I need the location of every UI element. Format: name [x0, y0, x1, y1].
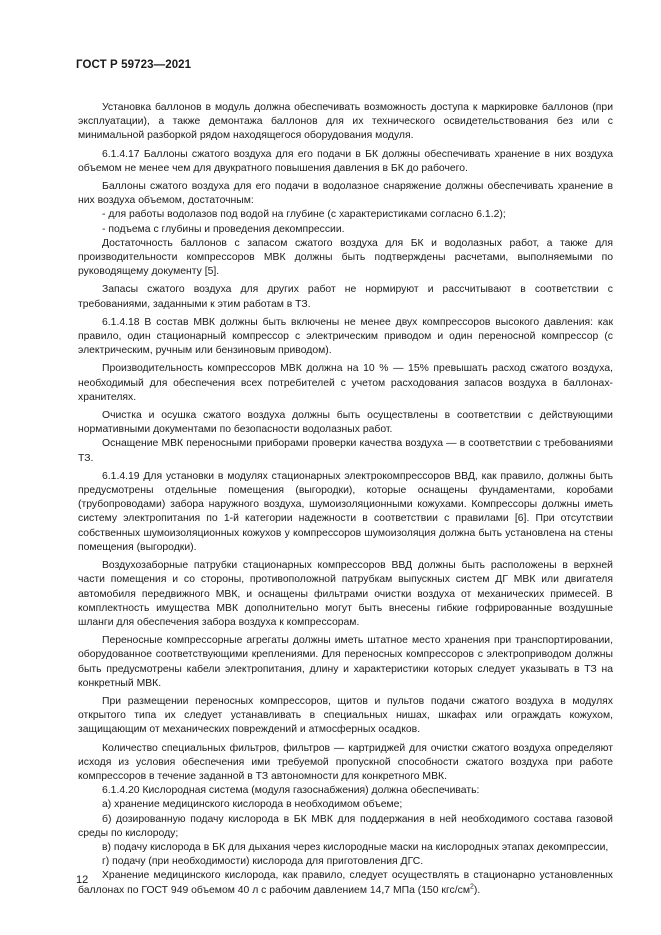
list-item-diving-work: - для работы водолазов под водой на глубине (с характеристиками согласно 6.1.2);	[102, 209, 506, 221]
paragraph-diving-air-cylinders: Баллоны сжатого воздуха для его подачи в водолазное снаряжение должны обеспечивать хранение в них воздуха объемом, достаточным:	[78, 181, 613, 207]
paragraph-filters: Количество специальных фильтров, фильтров — картриджей для очистки сжатого воздуха определяют исходя из условия обеспечения ими требуемой пропускной способности сжатого воздуха при работе компрессоров в течение заданной в ТЗ автономности для конкретного МВК.	[78, 742, 613, 782]
oxygen-storage-text: Хранение медицинского кислорода, как правило, следует осуществлять в стационарно установленных баллонах по ГОСТ 949 объемом 40 л с рабочим давлением 14,7 МПа (150 кгс/см	[78, 870, 613, 896]
paragraph-portable-compressors: Переносные компрессорные агрегаты должны иметь штатное место хранения при транспортировании, оборудованное соответствующими креплениями. Для переносных компрессоров с электроприводом должны быть предусмотрены кабели электропитания, длину и характеристики которых следует указывать в ТЗ на конкретный МВК.	[78, 635, 613, 689]
list-item-ascent-decompression: - подъема с глубины и проведения декомпрессии.	[102, 223, 345, 235]
superscript-squared: 2	[469, 883, 474, 891]
paragraph-cylinders-access: Установка баллонов в модуль должна обеспечивать возможность доступа к маркировке баллонов (при эксплуатации), а также демонтажа баллонов для их технического освидетельствования без или с минимальной разборкой рядом находящегося оборудования модуля.	[78, 102, 613, 142]
list-item-a: а) хранение медицинского кислорода в необходимом объеме;	[102, 799, 403, 811]
document-body	[78, 101, 613, 898]
paragraph-air-quality-devices: Оснащение МВК переносными приборами проверки качества воздуха — в соответствии с требованиями ТЗ.	[78, 438, 613, 464]
paragraph-6-1-4-18: 6.1.4.18 В состав МВК должны быть включены не менее двух компрессоров высокого давления: как правило, один стационарный компрессор с электрическим приводом и один переносной компрессор (с электрическим, ручным или бензиновым приводом).	[78, 316, 613, 357]
paragraph-6-1-4-17: 6.1.4.17 Баллоны сжатого воздуха для его подачи в БК должны обеспечивать хранение в них воздуха объемом не менее чем для двукратного повышения давления в БК до рабочего.	[78, 148, 613, 174]
list-item-g: г) подачу (при необходимости) кислорода для приготовления ДГС.	[102, 856, 424, 868]
paragraph-sufficiency: Достаточность баллонов с запасом сжатого воздуха для БК и водолазных работ, а также для производительности компрессоров МВК должны быть подтверждены расчетами, выполняемыми по руководящему документу [5].	[78, 237, 613, 278]
paragraph-oxygen-storage	[78, 869, 613, 897]
list-item-v: в) подачу кислорода в БК для дыхания через кислородные маски на кислородных этапах декомпрессии,	[102, 841, 609, 853]
paragraph-compressor-performance: Производительность компрессоров МВК должна на 10 % — 15% превышать расход сжатого воздуха, необходимый для обеспечения всех потребителей с учетом расходования запасов воздуха в баллонах-хранителях.	[78, 363, 613, 403]
paragraph-other-air-reserves: Запасы сжатого воздуха для других работ не нормируют и рассчитывают в соответствии с требованиями, заданными к этим работам в ТЗ.	[78, 284, 613, 310]
paragraph-air-intakes: Воздухозаборные патрубки стационарных компрессоров ВВД должны быть расположены в верхней части помещения и со стороны, противоположной патрубкам выпускных систем ДГ МВК или двигателя автомобиля передвижного МВК, и оснащены фильтрами очистки воздуха от механических примесей. В комплектность имущества МВК дополнительно могут быть внесены гибкие гофрированные воздушные шланги для обеспечения забора воздуха к компрессорам.	[78, 560, 613, 628]
paragraph-6-1-4-20: 6.1.4.20 Кислородная система (модуля газоснабжения) должна обеспечивать:	[102, 785, 480, 797]
paragraph-air-cleaning: Очистка и осушка сжатого воздуха должны быть осуществлены в соответствии с действующими нормативными документами по безопасности водолазных работ.	[78, 410, 613, 436]
page-number: 12	[76, 874, 89, 886]
oxygen-storage-end: ).	[473, 884, 481, 896]
list-item-b: б) дозированную подачу кислорода в БК МВК для поддержания в ней необходимого состава газовой среды по кислороду;	[78, 813, 613, 839]
paragraph-6-1-4-19: 6.1.4.19 Для установки в модулях стационарных электрокомпрессоров ВВД, как правило, должны быть предусмотрены отдельные помещения (выгородки), которые оснащены фундаментами, коробами (трубопроводами) забора наружного воздуха, шумоизоляционными кожухами. Компрессоры должны иметь систему электропитания по 1-й категории надежности в соответствии с правилами [6]. При отсутствии собственных шумоизоляционных кожухов у компрессоров шумоизоляция должна быть установлена на стены помещения (выгородки).	[78, 470, 613, 553]
paragraph-open-modules: При размещении переносных компрессоров, щитов и пультов подачи сжатого воздуха в модулях открытого типа их следует устанавливать в специальных нишах, шкафах или ограждать кожухом, защищающим от механических повреждений и атмосферных осадков.	[78, 695, 613, 736]
standard-header: ГОСТ Р 59723—2021	[76, 59, 192, 71]
